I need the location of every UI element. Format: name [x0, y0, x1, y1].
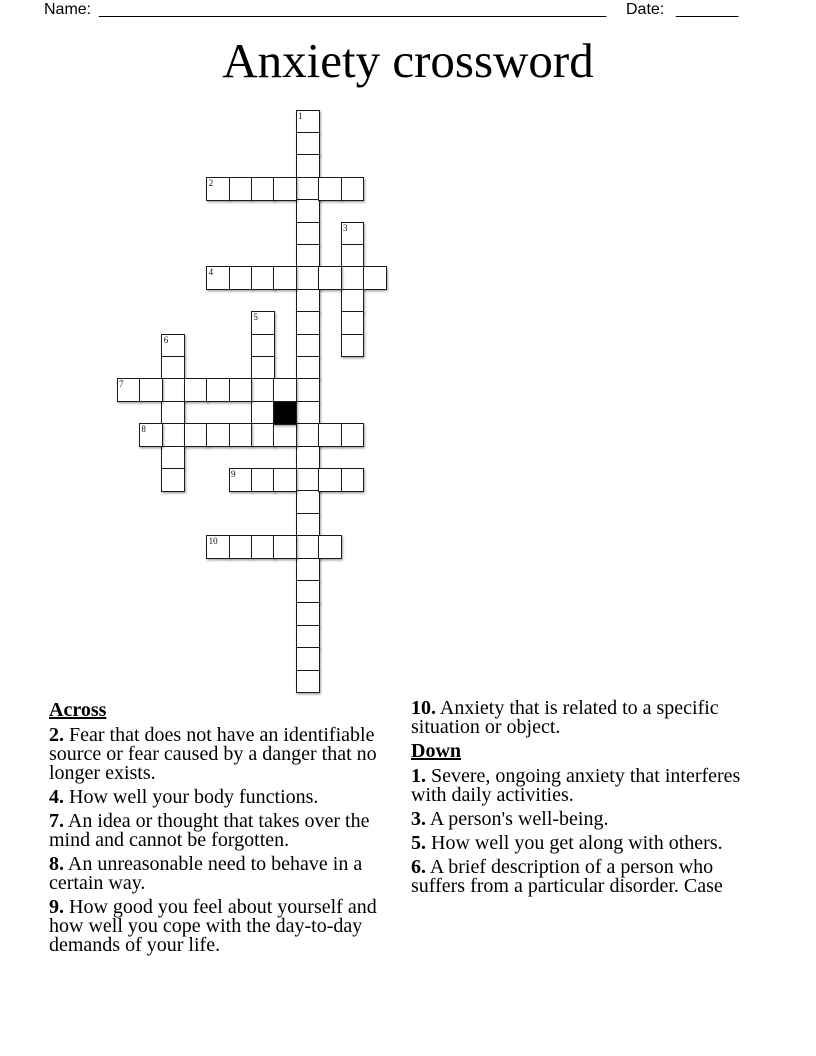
clue-9: 9. How good you feel about yourself and how well you cope with the day-to-day demands of your life. — [49, 896, 377, 956]
date-label: Date: — [626, 1, 665, 18]
grid-cell[interactable] — [161, 378, 185, 402]
grid-cell[interactable] — [296, 446, 320, 470]
grid-cell[interactable] — [229, 266, 253, 290]
grid-cell[interactable] — [251, 266, 275, 290]
grid-cell[interactable] — [318, 468, 342, 492]
grid-cell[interactable] — [296, 670, 320, 694]
grid-cell[interactable] — [161, 356, 185, 380]
grid-cell[interactable] — [251, 468, 275, 492]
grid-cell[interactable] — [296, 558, 320, 582]
clues-right-column — [411, 699, 746, 901]
clue-number-1: 1 — [298, 110, 303, 121]
grid-cell[interactable] — [251, 535, 275, 559]
grid-cell[interactable] — [184, 378, 208, 402]
clues-left-column — [49, 699, 399, 960]
name-blank-line[interactable]: _________________________________________________________ — [99, 1, 607, 18]
clue-2: 2. Fear that does not have an identifiable source or fear caused by a danger that no longer exists. — [49, 724, 377, 784]
grid-cell[interactable] — [318, 266, 342, 290]
grid-cell[interactable] — [296, 356, 320, 380]
grid-cell[interactable] — [296, 199, 320, 223]
blocked-cell — [273, 401, 297, 425]
grid-cell[interactable] — [296, 580, 320, 604]
date-blank-line[interactable]: _______ — [676, 1, 739, 18]
grid-cell[interactable] — [341, 334, 365, 358]
grid-cell[interactable] — [139, 378, 163, 402]
grid-cell[interactable] — [296, 490, 320, 514]
grid-cell[interactable] — [206, 423, 230, 447]
grid-cell[interactable] — [273, 468, 297, 492]
grid-cell[interactable] — [229, 423, 253, 447]
clue-number-7: 7 — [119, 379, 124, 390]
grid-cell[interactable] — [296, 177, 320, 201]
grid-cell[interactable] — [229, 535, 253, 559]
grid-cell[interactable] — [251, 356, 275, 380]
grid-cell[interactable] — [251, 177, 275, 201]
grid-cell[interactable] — [296, 222, 320, 246]
clue-5: 5. How well you get along with others. — [411, 832, 723, 854]
clue-number-8: 8 — [141, 424, 146, 435]
grid-cell[interactable] — [161, 401, 185, 425]
grid-cell[interactable] — [251, 378, 275, 402]
grid-cell[interactable] — [341, 244, 365, 268]
grid-cell[interactable] — [296, 647, 320, 671]
grid-cell[interactable] — [318, 535, 342, 559]
grid-cell[interactable] — [273, 177, 297, 201]
grid-cell[interactable] — [184, 423, 208, 447]
grid-cell[interactable] — [296, 132, 320, 156]
grid-cell[interactable] — [341, 266, 365, 290]
grid-cell[interactable] — [341, 177, 365, 201]
grid-cell[interactable] — [341, 289, 365, 313]
grid-cell[interactable] — [296, 535, 320, 559]
grid-cell[interactable] — [251, 423, 275, 447]
grid-cell[interactable] — [296, 423, 320, 447]
grid-cell[interactable] — [296, 468, 320, 492]
clue-number-6: 6 — [163, 334, 169, 345]
grid-cell[interactable] — [296, 266, 320, 290]
grid-cell[interactable] — [296, 154, 320, 178]
grid-cell[interactable] — [273, 535, 297, 559]
grid-cell[interactable] — [229, 378, 253, 402]
clue-3: 3. A person's well-being. — [411, 808, 609, 830]
grid-cell[interactable] — [296, 311, 320, 335]
grid-cell[interactable] — [161, 468, 185, 492]
grid-cell[interactable] — [273, 378, 297, 402]
clue-8: 8. An unreasonable need to behave in a certain way. — [49, 853, 363, 894]
grid-cell[interactable] — [161, 446, 185, 470]
clue-heading-down: Down — [411, 740, 462, 762]
grid-cell[interactable] — [251, 334, 275, 358]
grid-cell[interactable] — [296, 513, 320, 537]
grid-cell[interactable] — [341, 311, 365, 335]
grid-cell[interactable] — [251, 401, 275, 425]
grid-cell[interactable] — [296, 625, 320, 649]
clue-number-3: 3 — [343, 222, 348, 233]
page-title: Anxiety crossword — [222, 33, 594, 88]
clue-number-5: 5 — [253, 312, 258, 323]
clue-number-10: 10 — [208, 536, 218, 547]
clue-heading-across: Across — [49, 699, 107, 721]
clue-1: 1. Severe, ongoing anxiety that interferes with daily activities. — [411, 765, 741, 806]
clue-4: 4. How well your body functions. — [49, 786, 319, 808]
grid-cell[interactable] — [273, 423, 297, 447]
clue-number-4: 4 — [208, 267, 214, 278]
grid-cell[interactable] — [341, 423, 365, 447]
grid-cell[interactable] — [318, 423, 342, 447]
grid-cell[interactable] — [296, 602, 320, 626]
clue-number-2: 2 — [208, 177, 214, 188]
clue-6: 6. A brief description of a person who suffers from a particular disorder. Case — [411, 856, 723, 897]
grid-cell[interactable] — [273, 266, 297, 290]
clue-7: 7. An idea or thought that takes over the mind and cannot be forgotten. — [49, 810, 370, 851]
name-label: Name: — [44, 1, 92, 18]
grid-cell[interactable] — [296, 334, 320, 358]
grid-cell[interactable] — [318, 177, 342, 201]
grid-cell[interactable] — [296, 378, 320, 402]
grid-cell[interactable] — [161, 423, 185, 447]
clue-number-9: 9 — [231, 468, 236, 479]
grid-cell[interactable] — [341, 468, 365, 492]
grid-cell[interactable] — [296, 289, 320, 313]
grid-cell[interactable] — [229, 177, 253, 201]
grid-cell[interactable] — [206, 378, 230, 402]
grid-cell[interactable] — [296, 401, 320, 425]
clue-10: 10. Anxiety that is related to a specific situation or object. — [411, 697, 719, 738]
grid-cell[interactable] — [296, 244, 320, 268]
grid-cell[interactable] — [363, 266, 387, 290]
